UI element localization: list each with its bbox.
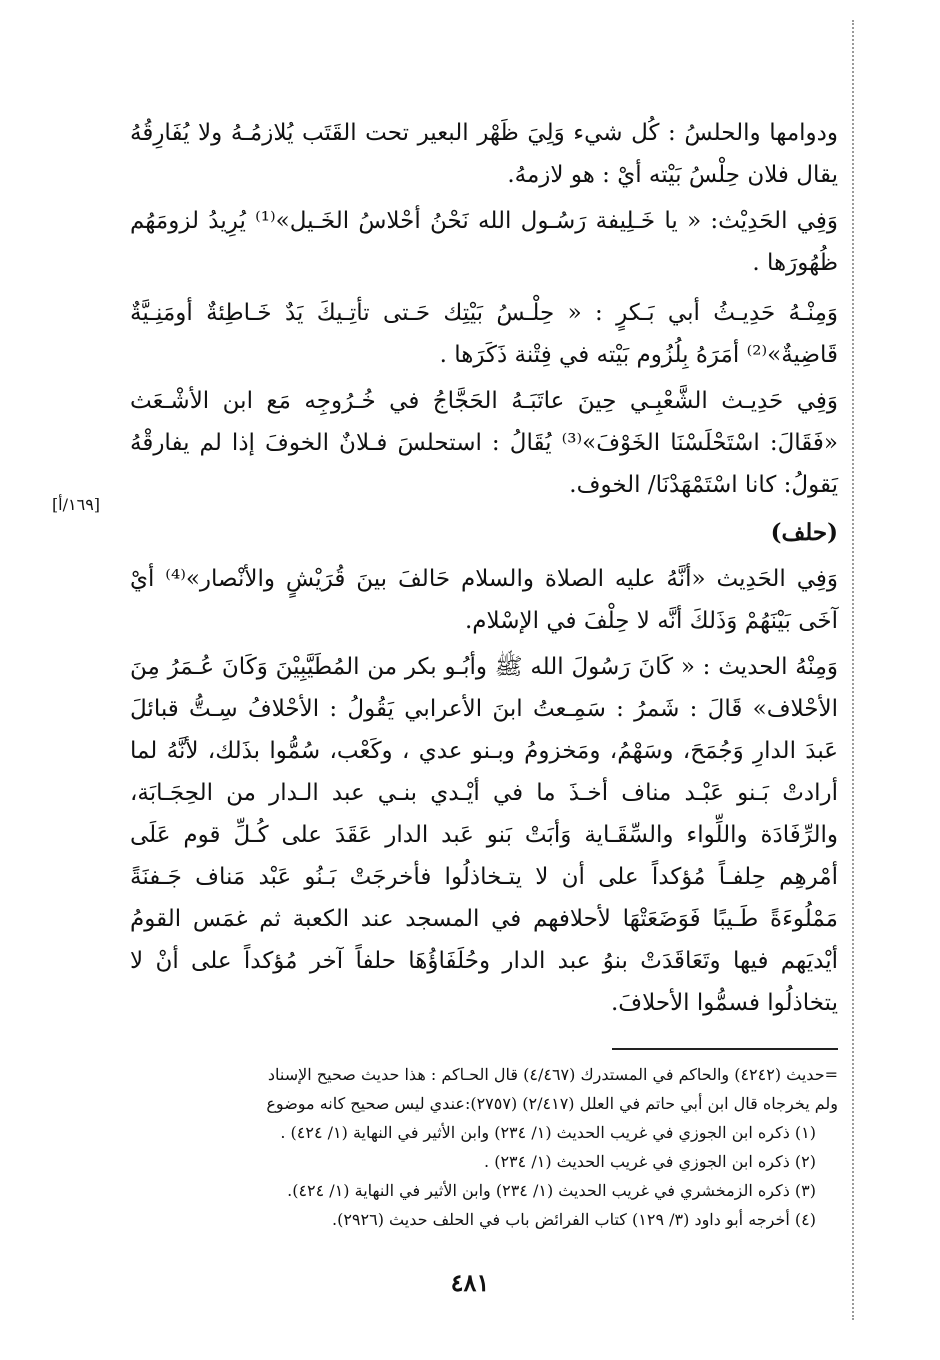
footnote-2: (٢) ذكره ابن الجوزي في غريب الحديث (١/ ٢٣٤) . bbox=[484, 1152, 816, 1171]
main-text-block bbox=[130, 112, 838, 1028]
footnote-4: (٤) أخرجه أبو داود (٣/ ١٢٩) كتاب الفرائض باب في الحلف حديث (٢٩٢٦). bbox=[332, 1210, 816, 1229]
paragraph-5: وَفِي الحَدِيث «أنَّهُ عليه الصلاة والسلام حَالفَ بينَ قُرَيْشٍ والأنْصار»⁽⁴⁾ أيْ آخَى بَيْنَهُمْ وَذَلكَ أنَّه لا حِلْفَ في الإسْلام. bbox=[130, 566, 838, 634]
paragraph-6: وَمِنْهُ الحديث : « كَانَ رَسُولَ الله ﷺ وأبُـو بكر من المُطَيَّبِيْنَ وَكَانَ عُـمَرُ مِنَ الأحْلاف» قَالَ : شَمرُ : سَمِـعتُ ابنَ الأعرابي يَقُولُ : الأحْلافُ سِـتُّ قبائلَ عَبدَ الدارِ وَجُمَحَ، وسَهْمُ، ومَخزومُ وبـنو عدي ، وكَعْب، سُمُّوا بذَلك، لأنَّهُ لما أرادتْ بَـنو عَبْـد مناف أخـذَ ما في أيْـدي بنـي عبد الـدار من الحِجَـابَة، والرِّفَادَة واللِّواء والسِّقَـاية وَأبَتْ بَنو عَبد الدار عَقَدَ على كُـلِّ قوم عَلَى أمْرهِم حِلفـاً مُؤكداً على أن لا يتـخاذلُوا فأخرجَتْ بَـنُو عَبْد مَناف جَـفنَةً مَمْلُوءَةً طَـيبًا فَوَضَعَتْهَا لأحلافهم في المسجد عند الكعبة ثم غمَس القومُ أيْديَهم فيها وتَعَاقَدَتْ بنوُ عبد الدار وحُلَفَاؤُهَا حلفاً آخر مُؤكداً على أنْ لا يتخاذلُوا فسمُّوا الأحلافَ. bbox=[130, 654, 838, 1016]
page-number: ٤٨١ bbox=[450, 1268, 490, 1297]
footnotes-block bbox=[130, 1060, 838, 1234]
footnote-1: (١) ذكره ابن الجوزي في غريب الحديث (١/ ٢٣٤) وابن الأثير في النهاية (١/ ٤٢٤) . bbox=[280, 1123, 816, 1142]
paragraph-2: وَفِي الحَدِيْث: « يا خَـلِيفة رَسُـول الله نَحْنُ أحْلاسُ الخَـيل»⁽¹⁾ يُرِيدُ لزومَهُم ظُهُورَها . bbox=[130, 208, 838, 276]
footnote-3: (٣) ذكره الزمخشري في غريب الحديث (١/ ٢٣٤) وابن الأثير في النهاية (١/ ٤٢٤). bbox=[287, 1181, 816, 1200]
footnote-separator-rule bbox=[612, 1048, 838, 1050]
footnote-continuation-line-1: =حديث (٤٢٤٢) والحاكم في المستدرك (٤/٤٦٧) قال الحـاكم : هذا حديث صحيح الإسناد bbox=[267, 1065, 838, 1084]
paragraph-1: ودوامها والحلسُ : كُل شيء وَلِيَ ظَهْر البعير تحت القَتَب يُلازمُـهُ ولا يُفَارِقُهُ يقال فلان حِلْسُ بَيْته أيْ : هو لازمهُ. bbox=[130, 120, 838, 188]
paragraph-4: وَفِي حَدِيـث الشَّعْبِـي حِينَ عاتَبَـهُ الحَجَّاجُ في خُـرُوجِه مَع ابن الأشْـعَث «فَقَالَ: اسْتَحْلَسْنَا الخَوْفَ»⁽³⁾ يُقَالُ : استحلسَ فـلانٌ الخوفَ إذا لم يفارقْهُ يَقولُ: كانا اسْتَمْهَدْنَا/ الخوف. bbox=[130, 388, 838, 498]
paragraph-3: وَمِنْـهُ حَدِيـثُ أبي بَـكرٍ : « حِلْـسُ بَيْتِك حَـتى تأتِـيكَ يَدٌ خَـاطِئةٌ أومَنِـيَّةٌ قَاضِيةٌ»⁽²⁾ أمَرَهُ بِلُزُوم بَيْته في فِتْنة ذَكَرَها . bbox=[130, 300, 838, 368]
manuscript-folio-marker: [١٦٩/أ] bbox=[51, 495, 101, 514]
section-heading-hilf: (حلف) bbox=[770, 519, 838, 546]
footnote-continuation-line-2: ولم يخرجاه قال ابن أبي حاتم في العلل (٢/٤١٧) (٢٧٥٧):عندي ليس صحيح كانه موضوع bbox=[266, 1094, 838, 1113]
page-edge-dotted-line bbox=[852, 20, 854, 1320]
